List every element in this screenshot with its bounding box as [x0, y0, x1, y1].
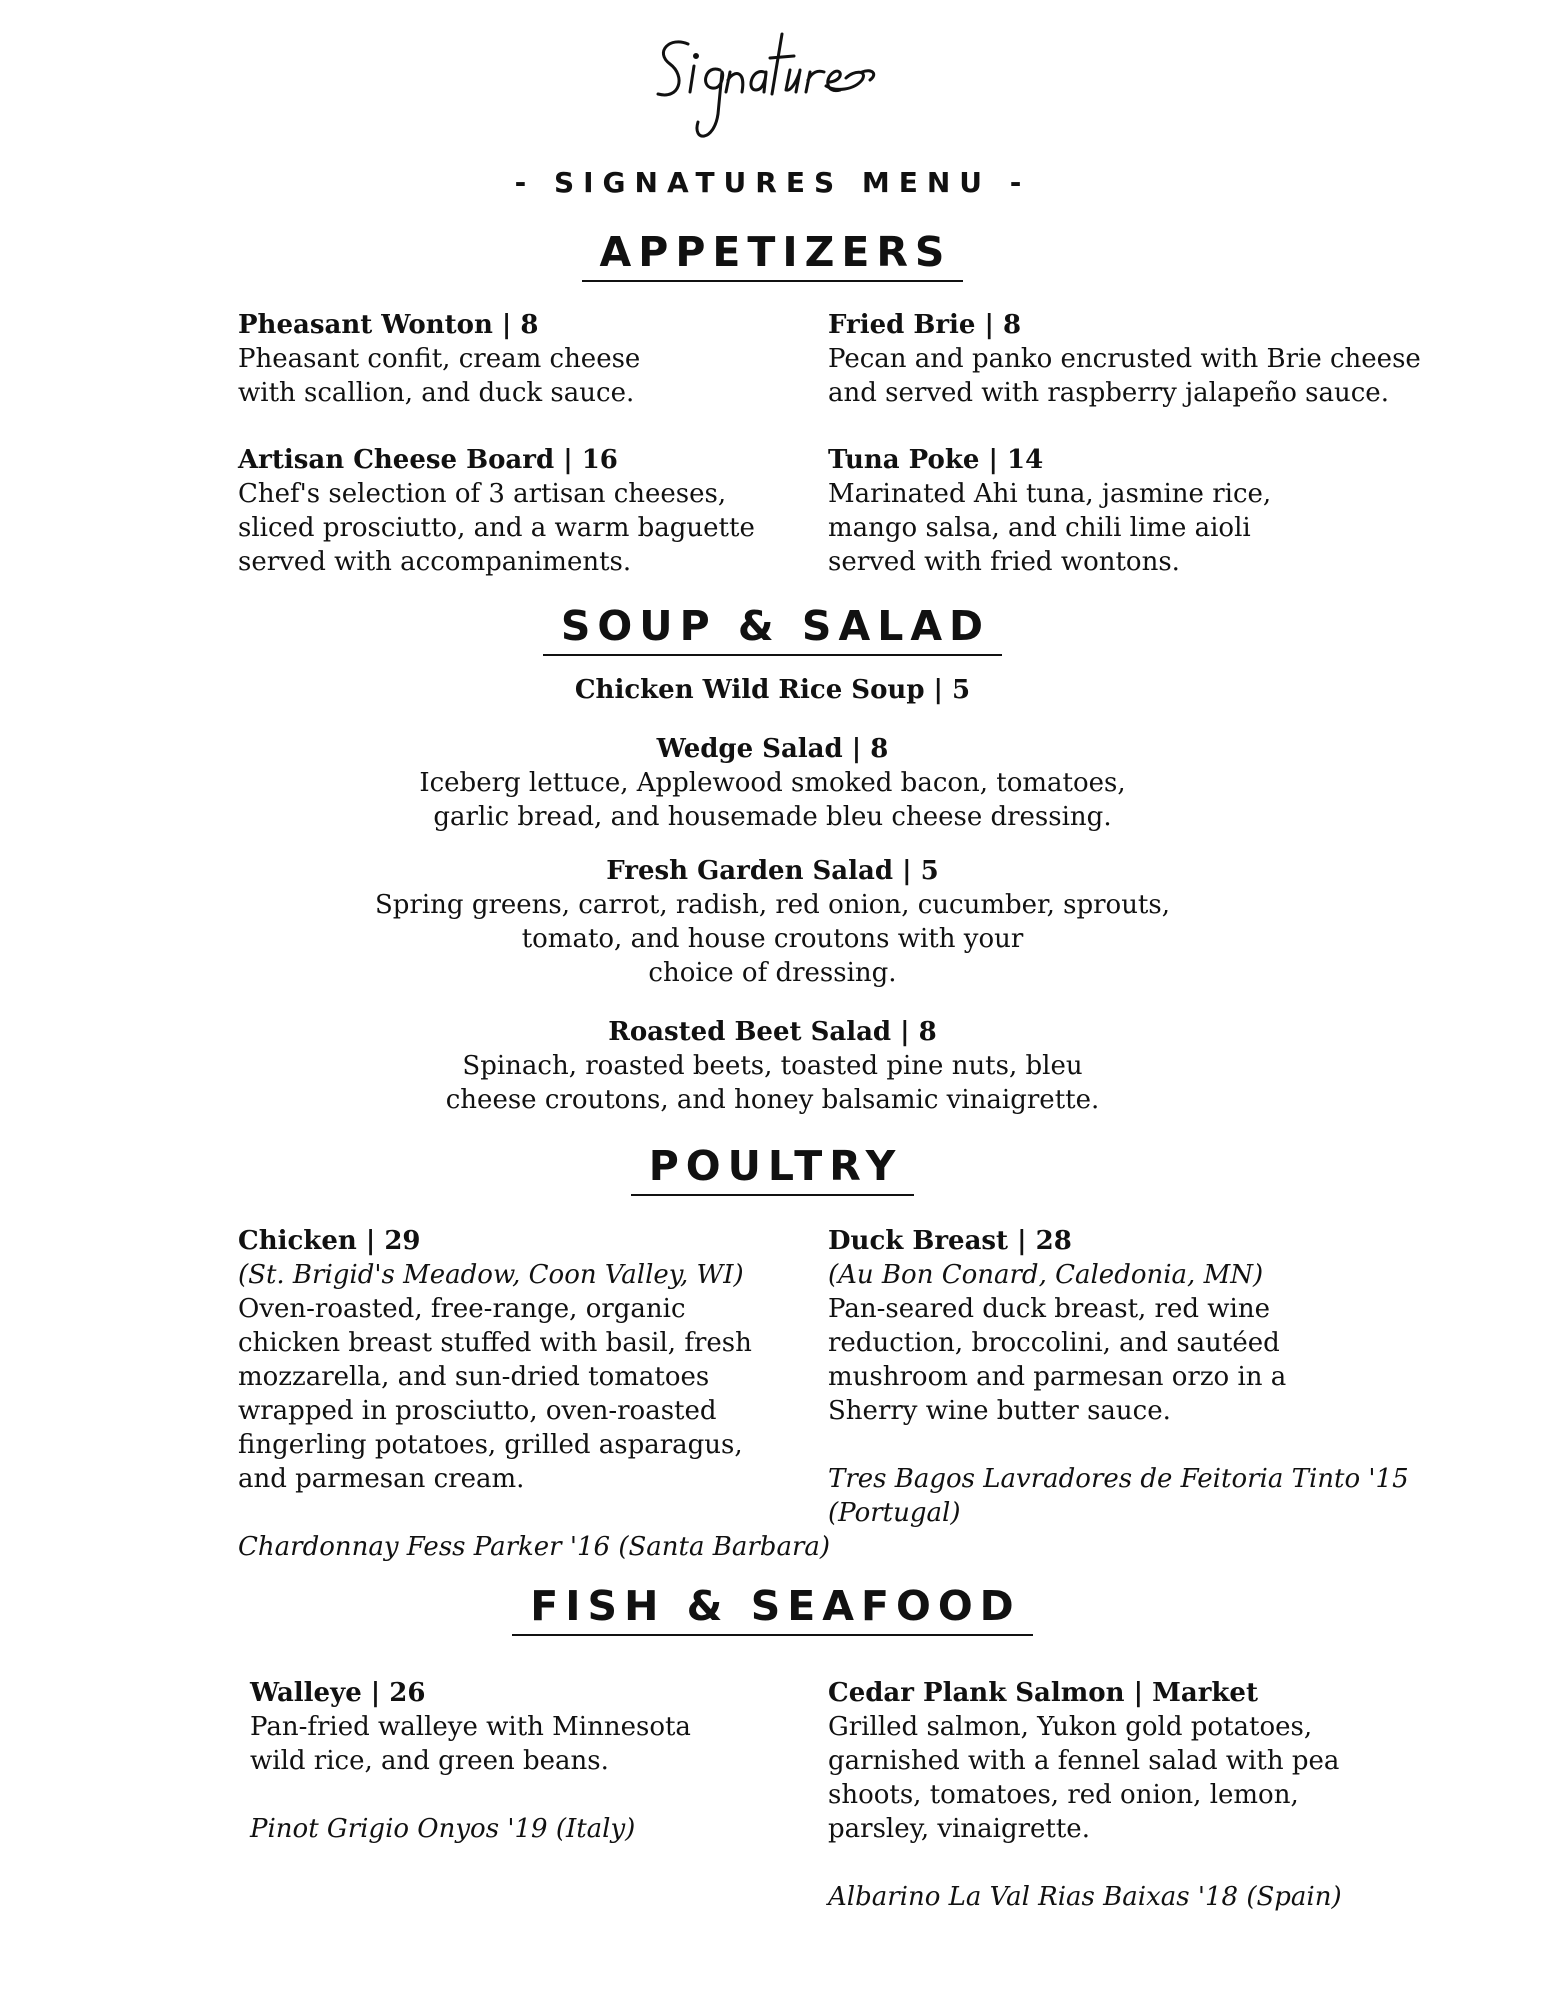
item-description: mushroom and parmesan orzo in a [828, 1362, 1287, 1392]
item-description: Spinach, roasted beets, toasted pine nuts, bleu [462, 1051, 1083, 1081]
item-description: Sherry wine butter sauce. [828, 1396, 1171, 1426]
item-name: Tuna Poke | 14 [828, 445, 1044, 475]
menu-item-fried-brie [828, 308, 1421, 410]
item-description: with scallion, and duck sauce. [238, 378, 635, 408]
wine-pairing: Chardonnay Fess Parker '16 (Santa Barbara) [238, 1532, 831, 1562]
item-description: cheese croutons, and honey balsamic vinaigrette. [445, 1085, 1100, 1115]
item-description: Pan-fried walleye with Minnesota [250, 1712, 691, 1742]
menu-item-cedar-plank-salmon [828, 1676, 1342, 1914]
item-name: Wedge Salad | 8 [656, 734, 889, 764]
item-name: Artisan Cheese Board | 16 [238, 445, 618, 475]
item-description: mozzarella, and sun-dried tomatoes [238, 1362, 710, 1392]
item-description: sliced prosciutto, and a warm baguette [238, 513, 755, 543]
section-title-poultry: POULTRY [0, 1140, 1545, 1196]
menu-item-walleye [250, 1676, 691, 1846]
item-name: Chicken | 29 [238, 1226, 421, 1256]
item-description: chicken breast stuffed with basil, fresh [238, 1328, 752, 1358]
item-description: parsley, vinaigrette. [828, 1814, 1090, 1844]
item-description: Pheasant confit, cream cheese [238, 344, 641, 374]
item-name: Walleye | 26 [250, 1678, 426, 1708]
item-name: Roasted Beet Salad | 8 [608, 1017, 937, 1047]
item-name: Fried Brie | 8 [828, 310, 1022, 340]
item-name: Pheasant Wonton | 8 [238, 310, 539, 340]
item-description: wrapped in prosciutto, oven-roasted [238, 1396, 717, 1426]
section-title-appetizers: APPETIZERS [0, 226, 1545, 282]
menu-item-artisan-cheese-board [238, 443, 755, 579]
item-name: Chicken Wild Rice Soup | 5 [574, 675, 971, 705]
menu-item-roasted-beet-salad [0, 1015, 1545, 1117]
menu-item-wedge-salad [0, 732, 1545, 834]
item-description: wild rice, and green beans. [250, 1746, 609, 1776]
item-description: and served with raspberry jalapeño sauce. [828, 378, 1389, 408]
section-title-soup-salad: SOUP & SALAD [0, 600, 1545, 656]
menu-item-chicken-wild-rice-soup [0, 673, 1545, 707]
item-description: shoots, tomatoes, red onion, lemon, [828, 1780, 1299, 1810]
item-description: Marinated Ahi tuna, jasmine rice, [828, 479, 1272, 509]
wine-pairing: Albarino La Val Rias Baixas '18 (Spain) [828, 1882, 1342, 1912]
item-description: Grilled salmon, Yukon gold potatoes, [828, 1712, 1313, 1742]
item-description: Iceberg lettuce, Applewood smoked bacon, tomatoes, [419, 768, 1126, 798]
menu-item-fresh-garden-salad [0, 854, 1545, 990]
item-description: Spring greens, carrot, radish, red onion, cucumber, sprouts, [374, 890, 1170, 920]
item-description: served with fried wontons. [828, 547, 1180, 577]
item-description: tomato, and house croutons with your [521, 924, 1024, 954]
menu-item-chicken [238, 1224, 830, 1564]
item-description: Pan-seared duck breast, red wine [828, 1294, 1270, 1324]
item-location: (St. Brigid's Meadow, Coon Valley, WI) [238, 1260, 744, 1290]
item-description: Chef's selection of 3 artisan cheeses, [238, 479, 727, 509]
wine-pairing-region: (Portugal) [828, 1498, 961, 1528]
item-name: Duck Breast | 28 [828, 1226, 1072, 1256]
menu-item-tuna-poke [828, 443, 1271, 579]
menu-item-duck-breast [828, 1224, 1409, 1530]
item-name: Fresh Garden Salad | 5 [606, 856, 939, 886]
wine-pairing: Tres Bagos Lavradores de Feitoria Tinto '15 [828, 1464, 1409, 1494]
item-description: fingerling potatoes, grilled asparagus, [238, 1430, 743, 1460]
item-description: reduction, broccolini, and sautéed [828, 1328, 1280, 1358]
item-description: Pecan and panko encrusted with Brie cheese [828, 344, 1421, 374]
item-description: Oven-roasted, free-range, organic [238, 1294, 686, 1324]
item-description: garnished with a fennel salad with pea [828, 1746, 1340, 1776]
item-description: garlic bread, and housemade bleu cheese dressing. [433, 802, 1112, 832]
item-location: (Au Bon Conard, Caledonia, MN) [828, 1260, 1264, 1290]
wine-pairing: Pinot Grigio Onyos '19 (Italy) [250, 1814, 636, 1844]
item-description: served with accompaniments. [238, 547, 632, 577]
menu-subtitle: - SIGNATURES MENU - [514, 166, 1031, 199]
menu-item-pheasant-wonton [238, 308, 640, 410]
item-description: choice of dressing. [648, 958, 897, 988]
signatures-logo [640, 14, 880, 154]
item-description: and parmesan cream. [238, 1464, 525, 1494]
section-title-fish-seafood: FISH & SEAFOOD [0, 1580, 1545, 1636]
item-description: mango salsa, and chili lime aioli [828, 513, 1251, 543]
item-name: Cedar Plank Salmon | Market [828, 1678, 1258, 1708]
